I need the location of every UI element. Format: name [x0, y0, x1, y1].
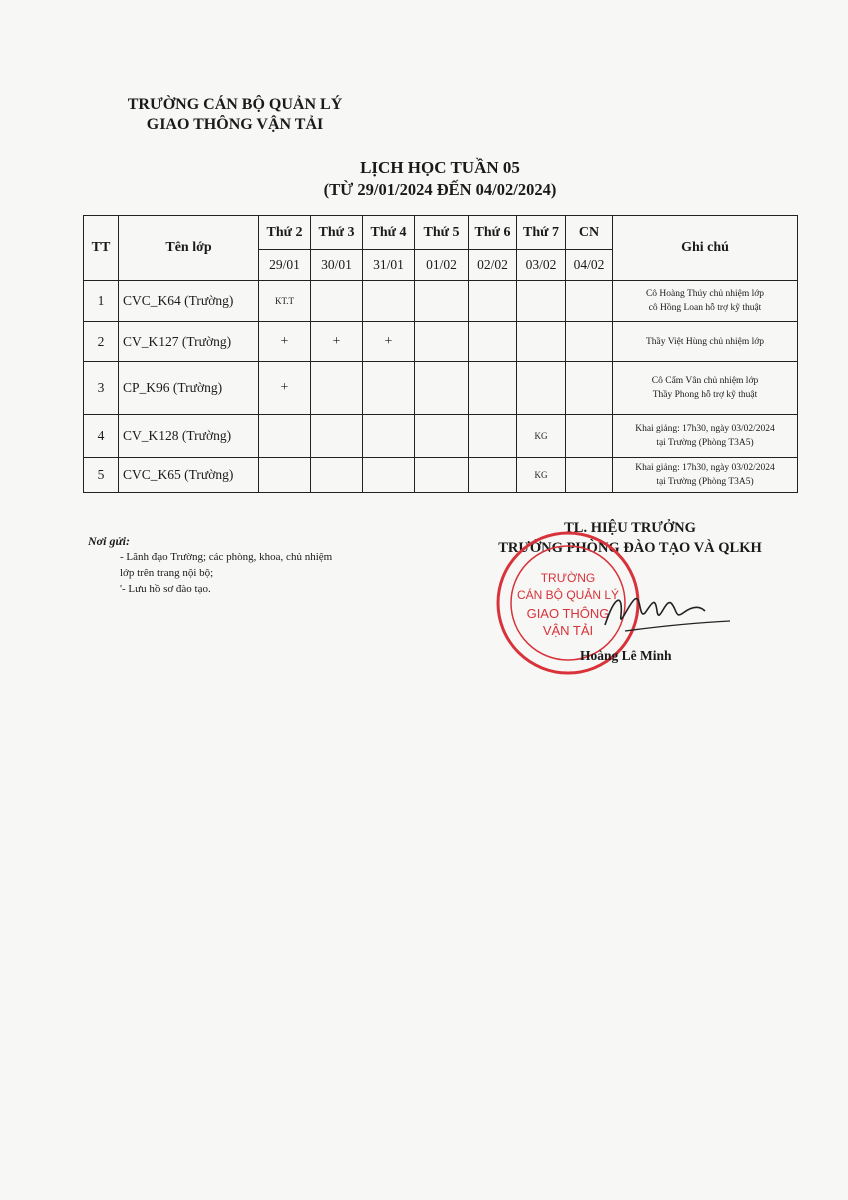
schedule-cell [566, 281, 613, 322]
schedule-cell [469, 362, 517, 415]
schedule-cell: KT.T [259, 281, 311, 322]
title-line-2: (TỪ 29/01/2024 ĐẾN 04/02/2024) [323, 180, 557, 199]
class-name: CV_K128 (Trường) [119, 415, 259, 458]
recipient-item: - Lãnh đạo Trường; các phòng, khoa, chủ nhiệm [120, 551, 333, 563]
note-cell [613, 415, 798, 458]
organization-header [110, 95, 360, 135]
schedule-cell [311, 362, 363, 415]
schedule-cell [415, 362, 469, 415]
recipients-label: Nơi gửi: [88, 534, 130, 548]
row-number: 5 [84, 458, 119, 493]
schedule-cell [566, 322, 613, 362]
org-line-2: GIAO THÔNG VẬN TẢI [146, 116, 324, 133]
header-day: Thứ 6 [469, 216, 517, 250]
signature-title-1: TL. HIỆU TRƯỞNG [564, 520, 696, 536]
note-line: Khai giảng: 17h30, ngày 03/02/2024 [635, 424, 775, 434]
row-number: 2 [84, 322, 119, 362]
recipient-item: '- Lưu hồ sơ đào tạo. [120, 583, 211, 595]
schedule-cell [363, 458, 415, 493]
signature-title-2: TRƯỞNG PHÒNG ĐÀO TẠO VÀ QLKH [498, 540, 762, 556]
schedule-cell [469, 458, 517, 493]
note-line: Thầy Việt Hùng chủ nhiệm lớp [646, 336, 764, 347]
header-day: Thứ 3 [311, 216, 363, 250]
note-line: Cô Hoàng Thúy chủ nhiệm lớp [645, 289, 765, 299]
schedule-cell [415, 458, 469, 493]
header-date: 04/02 [566, 250, 613, 281]
schedule-cell: + [311, 322, 363, 362]
note-cell [613, 281, 798, 322]
note-line: Khai giảng: 17h30, ngày 03/02/2024 [635, 463, 775, 473]
schedule-cell [517, 281, 566, 322]
schedule-cell: KG [517, 458, 566, 493]
stamp-text: VẬN TẢI [542, 623, 594, 638]
schedule-cell [566, 362, 613, 415]
schedule-cell: KG [517, 415, 566, 458]
table-row [84, 362, 798, 415]
schedule-cell [311, 458, 363, 493]
schedule-cell [363, 362, 415, 415]
stamp-text: TRƯỜNG [540, 571, 596, 585]
schedule-cell [363, 281, 415, 322]
schedule-cell [415, 322, 469, 362]
header-date: 30/01 [311, 250, 363, 281]
header-note: Ghi chú [613, 216, 798, 281]
signer-name: Hoàng Lê Minh [580, 648, 672, 663]
schedule-cell [469, 322, 517, 362]
header-date: 03/02 [517, 250, 566, 281]
note-line: cô Hồng Loan hỗ trợ kỹ thuật [648, 303, 762, 313]
title-line-1: LỊCH HỌC TUẦN 05 [360, 158, 520, 177]
schedule-cell [415, 281, 469, 322]
header-date: 02/02 [469, 250, 517, 281]
row-number: 3 [84, 362, 119, 415]
schedule-cell: + [259, 322, 311, 362]
class-name: CP_K96 (Trường) [119, 362, 259, 415]
schedule-cell [566, 415, 613, 458]
schedule-cell [311, 415, 363, 458]
header-date: 31/01 [363, 250, 415, 281]
recipients-block [88, 533, 332, 597]
schedule-cell [566, 458, 613, 493]
header-day: Thứ 7 [517, 216, 566, 250]
header-day: Thứ 2 [259, 216, 311, 250]
table-row [84, 322, 798, 362]
org-line-1: TRƯỜNG CÁN BỘ QUẢN LÝ [127, 96, 343, 113]
schedule-cell [469, 415, 517, 458]
class-name: CVC_K65 (Trường) [119, 458, 259, 493]
note-line: tại Trường (Phòng T3A5) [656, 477, 754, 487]
header-class-name: Tên lớp [119, 216, 259, 281]
schedule-cell [469, 281, 517, 322]
header-date: 29/01 [259, 250, 311, 281]
row-number: 1 [84, 281, 119, 322]
class-name: CVC_K64 (Trường) [119, 281, 259, 322]
schedule-cell [517, 362, 566, 415]
note-cell [613, 458, 798, 493]
row-number: 4 [84, 415, 119, 458]
schedule-cell [363, 415, 415, 458]
schedule-cell [415, 415, 469, 458]
note-line: Thầy Phong hỗ trợ kỹ thuật [652, 390, 758, 400]
stamp-text: GIAO THÔNG [526, 606, 610, 621]
handwritten-signature [595, 585, 735, 645]
schedule-cell [517, 322, 566, 362]
schedule-table [83, 215, 798, 493]
schedule-cell [259, 458, 311, 493]
header-day: CN [566, 216, 613, 250]
schedule-cell [259, 415, 311, 458]
schedule-cell: + [363, 322, 415, 362]
recipient-item-continuation: lớp trên trang nội bộ; [120, 567, 214, 579]
stamp-text: CÁN BỘ QUẢN LÝ [516, 588, 620, 602]
note-line: tại Trường (Phòng T3A5) [656, 438, 754, 448]
table-row [84, 415, 798, 458]
note-cell [613, 362, 798, 415]
header-tt: TT [84, 216, 119, 281]
note-cell [613, 322, 798, 362]
schedule-cell: + [259, 362, 311, 415]
header-day: Thứ 4 [363, 216, 415, 250]
note-line: Cô Cẩm Vân chủ nhiệm lớp [651, 376, 759, 386]
table-row [84, 458, 798, 493]
header-date: 01/02 [415, 250, 469, 281]
document-title [280, 157, 600, 201]
table-row [84, 281, 798, 322]
class-name: CV_K127 (Trường) [119, 322, 259, 362]
schedule-cell [311, 281, 363, 322]
header-day: Thứ 5 [415, 216, 469, 250]
